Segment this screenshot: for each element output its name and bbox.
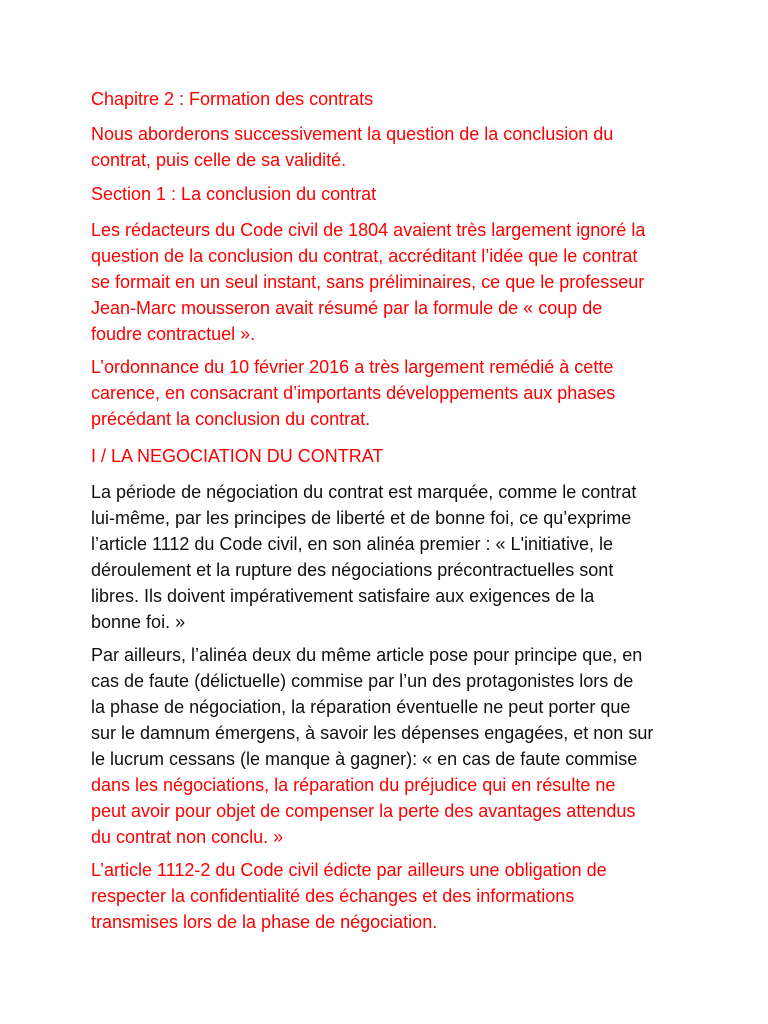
paragraph-line: transmises lors de la phase de négociation. [91,912,438,932]
paragraph-line: Jean-Marc mousseron avait résumé par la formule de « coup de [91,298,603,318]
paragraph-line: foudre contractuel ». [91,324,256,344]
paragraph-line: sur le damnum émergens, à savoir les dépenses engagées, et non sur [91,723,654,743]
paragraph-line: précédant la conclusion du contrat. [91,409,371,429]
heading-negociation-text: I / LA NEGOCIATION DU CONTRAT [91,446,384,466]
paragraph-line: libres. Ils doivent impérativement satisfaire aux exigences de la [91,586,595,606]
paragraph-line: La période de négociation du contrat est marquée, comme le contrat [91,482,637,502]
paragraph-line: se formait en un seul instant, sans préliminaires, ce que le professeur [91,272,645,292]
paragraph-line: la phase de négociation, la réparation éventuelle ne peut porter que [91,697,631,717]
chapter-title-text: Chapitre 2 : Formation des contrats [91,89,374,109]
paragraph-periode [91,479,691,635]
paragraph-line: du contrat non conclu. » [91,827,284,847]
heading-negociation [91,443,691,469]
paragraph-line: respecter la confidentialité des échanges et des informations [91,886,575,906]
paragraph-line: l’article 1112 du Code civil, en son alinéa premier : « L'initiative, le [91,534,614,554]
paragraph-line: L’article 1112-2 du Code civil édicte par ailleurs une obligation de [91,860,607,880]
paragraph-ailleurs-quote [91,772,691,850]
paragraph-line: cas de faute (délictuelle) commise par l’un des protagonistes lors de [91,671,634,691]
paragraph-line: carence, en consacrant d’importants développements aux phases [91,383,616,403]
paragraph-line: bonne foi. » [91,612,186,632]
section-title-text: Section 1 : La conclusion du contrat [91,184,377,204]
paragraph-line: question de la conclusion du contrat, accréditant l’idée que le contrat [91,246,638,266]
paragraph-line: L’ordonnance du 10 février 2016 a très largement remédié à cette [91,357,614,377]
intro-line: contrat, puis celle de sa validité. [91,150,347,170]
intro-paragraph [91,121,691,173]
paragraph-ordonnance [91,354,691,432]
paragraph-line: Les rédacteurs du Code civil de 1804 avaient très largement ignoré la [91,220,646,240]
paragraph-line: dans les négociations, la réparation du préjudice qui en résulte ne [91,775,616,795]
paragraph-ailleurs [91,642,691,772]
paragraph-1112-2 [91,857,691,935]
paragraph-line: le lucrum cessans (le manque à gagner): « en cas de faute commise [91,749,638,769]
paragraph-line: peut avoir pour objet de compenser la perte des avantages attendus [91,801,636,821]
paragraph-1804 [91,217,691,347]
chapter-title [91,86,691,112]
section-title [91,181,691,207]
paragraph-line: lui-même, par les principes de liberté et de bonne foi, ce qu’exprime [91,508,632,528]
paragraph-line: Par ailleurs, l’alinéa deux du même article pose pour principe que, en [91,645,643,665]
paragraph-line: déroulement et la rupture des négociations précontractuelles sont [91,560,614,580]
intro-line: Nous aborderons successivement la question de la conclusion du [91,124,614,144]
